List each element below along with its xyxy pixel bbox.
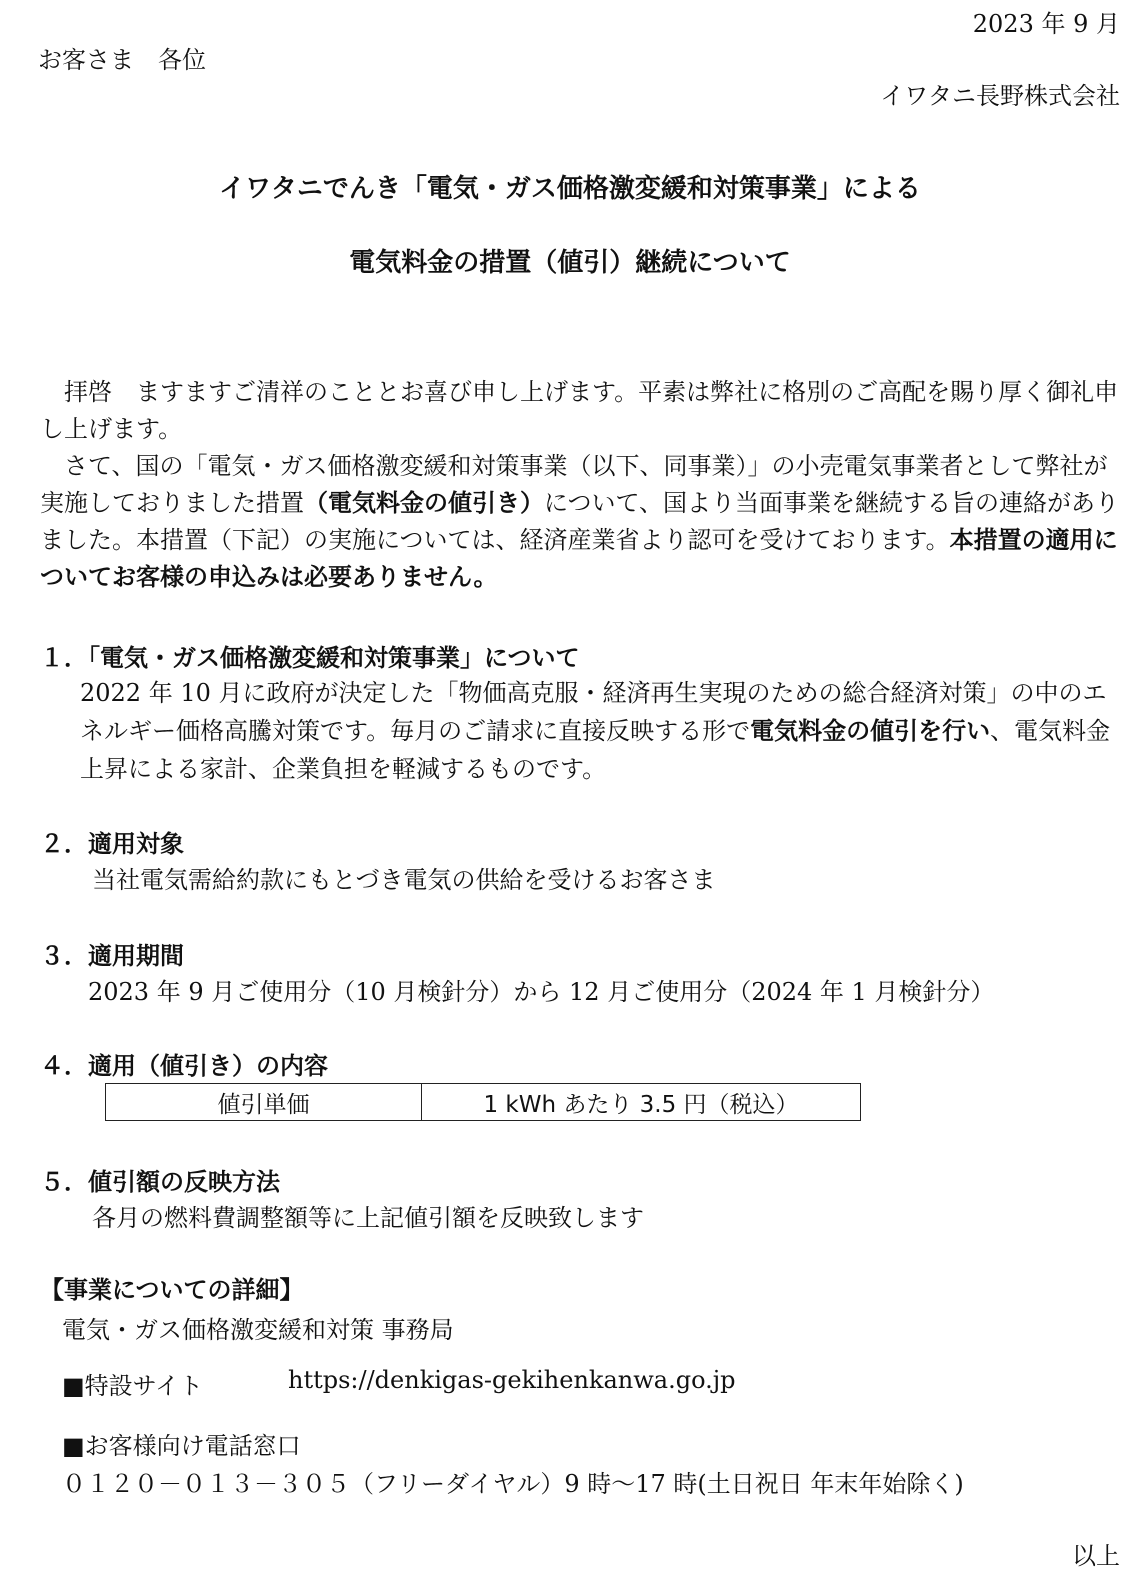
title-line-2: 電気料金の措置（値引）継続について <box>349 248 791 278</box>
section-1-text-a: 2022 年 10 月に政府が決定した「物価高克服・経済再生実現のための総合経済対策」の中のエネルギー価格高騰対策です。毎月のご請求に直接反映する形で <box>80 679 1107 745</box>
phone-label: ■お客様向け電話窓口 <box>62 1432 301 1460</box>
section-2-text: 当社電気需給約款にもとづき電気の供給を受けるお客さま <box>92 866 716 894</box>
section-4-heading: ４．適用（値引き）の内容 <box>40 1052 328 1080</box>
discount-label-cell: 値引単価 <box>106 1084 422 1121</box>
closing-text: 以上 <box>1072 1542 1120 1570</box>
section-1-text-b: 、電気料金上昇による家計、企業負担を軽減するものです。 <box>80 717 1111 783</box>
details-heading: 【事業についての詳細】 <box>40 1276 304 1304</box>
discount-value-cell: 1 kWh あたり 3.5 円（税込） <box>422 1084 861 1121</box>
recipient: お客さま 各位 <box>38 46 206 74</box>
intro-p2-text-b: について、国より当面事業を継続する旨の連絡がありました。本措置（下記）の実施については、経済産業省より認可を受けております。 <box>40 489 1120 554</box>
document-date: 2023 年 9 月 <box>972 10 1120 38</box>
section-1-text-bold: 電気料金の値引を行い <box>750 717 991 745</box>
intro-paragraph-1: 拝啓 ますますご清祥のこととお喜び申し上げます。平素は弊社に格別のご高配を賜り厚く御礼申し上げます。 <box>40 378 1119 443</box>
intro-p2-text-a: さて、国の「電気・ガス価格激変緩和対策事業（以下、同事業）」の小売電気事業者として弊社が実施しておりました措置 <box>40 452 1108 517</box>
discount-table <box>105 1083 861 1121</box>
intro-p2-bold-2: 本措置の適用についてお客様の申込みは必要ありません。 <box>40 526 1118 591</box>
phone-line: ０１２０－０１３－３０５（フリーダイヤル）9 時～17 時(土日祝日 年末年始除く) <box>62 1470 964 1498</box>
section-3-text: 2023 年 9 月ご使用分（10 月検針分）から 12 月ご使用分（2024 年 1 月検針分） <box>88 978 995 1006</box>
site-url-link[interactable]: https://denkigas-gekihenkanwa.go.jp <box>288 1366 736 1394</box>
section-1-heading: １．「電気・ガス価格激変緩和対策事業」について <box>40 644 580 672</box>
company-name: イワタニ長野株式会社 <box>880 82 1120 110</box>
site-label: ■特設サイト <box>62 1372 203 1400</box>
section-5-heading: ５．値引額の反映方法 <box>40 1168 280 1196</box>
intro-p2-bold-1: （電気料金の値引き） <box>304 489 544 517</box>
section-2-heading: ２．適用対象 <box>40 830 184 858</box>
section-1-text <box>80 674 1120 788</box>
section-3-heading: ３．適用期間 <box>40 942 184 970</box>
section-5-text: 各月の燃料費調整額等に上記値引額を反映致します <box>92 1204 644 1232</box>
table-row <box>106 1084 861 1121</box>
details-office: 電気・ガス価格激変緩和対策 事務局 <box>62 1316 454 1344</box>
title-line-1: イワタニでんき「電気・ガス価格激変緩和対策事業」による <box>219 174 921 204</box>
intro-paragraph-2 <box>40 448 1120 596</box>
